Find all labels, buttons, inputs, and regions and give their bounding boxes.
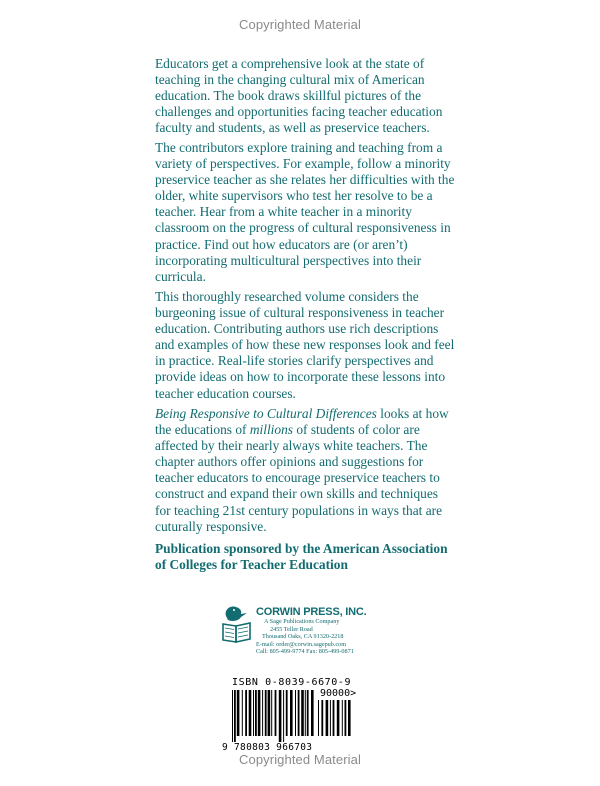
barcode-bar xyxy=(305,690,306,736)
barcode-bar xyxy=(253,690,254,736)
publisher-phone: Call: 805-499-9774 Fax: 805-499-0871 xyxy=(256,648,354,656)
barcode-bar xyxy=(242,690,243,736)
barcode-bar xyxy=(307,690,309,736)
barcode-bar xyxy=(286,690,288,736)
barcode-bar xyxy=(333,700,335,736)
barcode-bar xyxy=(295,690,296,736)
barcode-bar xyxy=(301,690,304,736)
barcode-number: 9 780803 966703 xyxy=(222,742,313,753)
barcode-bar xyxy=(245,690,247,736)
barcode-bar xyxy=(262,690,263,736)
price-addon-barcode xyxy=(318,700,352,742)
isbn-barcode xyxy=(232,690,316,742)
publisher-logo-block xyxy=(220,604,400,662)
barcode-bar xyxy=(311,690,314,736)
barcode-bar xyxy=(348,700,351,736)
barcode-bar xyxy=(298,690,300,736)
barcode-bar xyxy=(234,690,236,742)
publisher-info xyxy=(256,606,404,656)
book-title: Being Responsive to Cultural Differences xyxy=(155,406,377,421)
barcode-bar xyxy=(237,690,240,736)
barcode-bar xyxy=(258,690,261,736)
p4-text-b: of students of color are affected by their nearly always white teachers. The chapter authors offer opinions and suggestions for teacher educators to encourage preservice teachers to construct and expand their own skills and techniques for teaching 21st century populations in ways that are cuturally responsive. xyxy=(155,422,443,534)
description-paragraph-3: This thoroughly researched volume considers the burgeoning issue of cultural responsiveness in teacher education. Contributing authors use rich descriptions and examples of how these new responses look and feel in practice. Real-life stories clarify perspectives and provide ideas on how to incorporate these lessons into teacher education courses. xyxy=(155,289,455,401)
barcode-bar xyxy=(337,700,340,736)
barcode-bar xyxy=(342,700,343,736)
barcode-bar xyxy=(345,700,347,736)
description-paragraph-2: The contributors explore training and teaching from a variety of perspectives. For example, follow a minority preservice teacher as she relates her difficulties with the older, white supervisors who test her resolve to be a teacher. Hear from a white teacher in a minority classroom on the progress of cultural responsiveness in practice. Find out how educators are (or aren’t) incorporating multicultural perspectives into their curricula. xyxy=(155,140,455,284)
barcode-bar xyxy=(255,690,257,736)
copyright-watermark-top: Copyrighted Material xyxy=(239,17,361,32)
isbn-text: ISBN 0-8039-6670-9 xyxy=(232,677,352,688)
barcode-bar xyxy=(271,690,272,736)
sponsor-statement: Publication sponsored by the American Association of Colleges for Teacher Education xyxy=(155,541,448,573)
publisher-address-city: Thousand Oaks, CA 91320-2218 xyxy=(262,633,344,641)
emphasis-millions: millions xyxy=(249,422,293,438)
description-paragraph-1: Educators get a comprehensive look at the state of teaching in the changing cultural mix of American education. The book draws skillful pictures of the challenges and opportunities facing teacher education faculty and students, as well as preservice teachers. xyxy=(155,56,443,136)
publisher-subtitle: A Sage Publications Company xyxy=(264,618,340,625)
barcode-bar xyxy=(330,700,331,736)
publisher-name: CORWIN PRESS, INC. xyxy=(256,606,367,618)
corwin-bird-book-icon xyxy=(220,604,254,644)
barcode-bar xyxy=(265,690,267,736)
barcode-bar xyxy=(326,700,329,736)
barcode-bar xyxy=(249,690,252,736)
publisher-address-street: 2455 Teller Road xyxy=(270,625,313,633)
publisher-email: E-mail: order@corwin.sagepub.com xyxy=(256,640,347,648)
copyright-watermark-bottom: Copyrighted Material xyxy=(239,752,361,767)
barcode-bar xyxy=(268,690,271,736)
barcode-bar xyxy=(279,690,282,742)
barcode-bar xyxy=(275,690,277,736)
p4-text-a: looks at how the educations of xyxy=(155,406,449,438)
barcode-bar xyxy=(283,690,284,742)
barcode-bar xyxy=(321,700,323,736)
barcode-bar xyxy=(318,700,319,736)
barcode-bar xyxy=(290,690,293,736)
barcode-addon-digits: 90000> xyxy=(320,688,357,699)
barcode-bar xyxy=(232,690,233,742)
description-paragraph-4 xyxy=(155,406,455,535)
